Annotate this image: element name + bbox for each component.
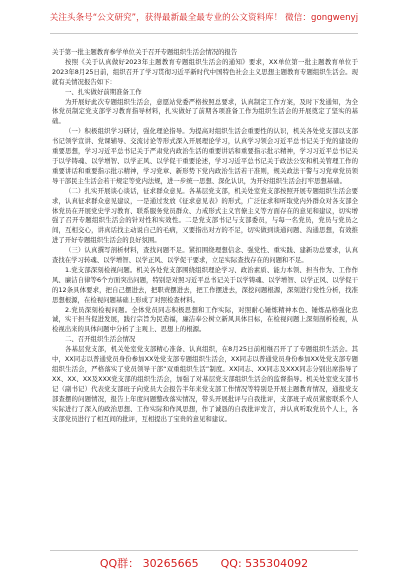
section-heading-2: 二、召开组织生活会情况 <box>65 335 136 344</box>
footer <box>0 549 408 577</box>
document-title: 关于第一批主题教育参学单位关于召开专题组织生活会情况的报告 <box>52 48 238 56</box>
paragraph: 2.党员深刻检视问题。全体党员同志积极思想和工作实际，对照耐心锤炼精神本色、锤炼品格强化忠诚，实干担当促进发展，践行宗旨为民造福，廉洁奉公树立新风具体目标，在检视问题上深刻剖析检视，从检视出来的具体问题中分析了主观上、思想上的根源。 <box>52 305 358 334</box>
qq-group-number: QQ群： 30265665 <box>99 557 199 570</box>
paragraph: 为开展好此次专题组织生活会，意愿站党委严格按照总要求，认真制定工作方案，及时下发通知，为全体党员制定党支部学习教育指导材料，扎实做好了前期各项准备工作为组织生活会的开展奠定了坚实的基础。 <box>52 97 358 126</box>
qq-number: QQ: 535304092 <box>220 556 309 570</box>
paragraph-intro: 按照《关于认真做好2023年主题教育专题组织生活会的通知》要求，XX单位第一批主题教育单位于2023年8月25日前，组织召开了学习贯彻习近平新时代中国特色社会主义思想主题教育专题组织生活会。现就有关情况报告如下： <box>52 57 358 86</box>
banner-text: 关注头条号“公文研究”，获得最新最全最专业的公文资料库！ 微信：gongwenyj <box>49 13 359 23</box>
paragraph: （三）认真撰写剖析材料，查找问题不足。紧扣围绕理想信念、强党性、重实践、建新功总要求，认真查找在学习转魂、以学增智、以学正风、以学促干要求，立足实际查找存在的问题和不足。 <box>52 246 358 265</box>
top-banner <box>0 0 408 34</box>
section-heading-1: 一、扎实做好前期准备工作 <box>65 87 142 96</box>
document-body <box>52 48 358 548</box>
paragraph: 1.党支部深刻检视问题。机关各处党支部围绕组织理论学习、政治素质、能力本领、担当作为、工作作风、廉洁自律等6个方面突出问题，特别是对照习近平总书记关于以学铸魂、以学增智、以学正风、以学促干的12条具体要求，把自己摆进去，把职责摆进去，把工作摆进去，深挖问题根源，深刻进行党性分析，找准思想根源，在检视问题基础上形成了对照检查材料。 <box>52 265 358 304</box>
banner-divider <box>50 33 358 34</box>
paragraph: （二）扎实开展谈心谈话，征求群众意见。各基层党支部，机关处室党支部按照开展专题组织生活会要求，认真征求群众意见建议，一是通过发放《征求意见表》的形式，广泛征求和听取党内外群众对各支部全体党员在开展党史学习教育、联系服务党员群众、力戒形式主义官僚主义等方面存在的意见和建议，切实增强了召开专题组织生活会的针对性和实效性。二是党支部书记与支部委员，与每一名党员，党员与党员之间，互相交心，讲真话找主动说自己的毛病，又要指出对方的不足，切实做到谈通问题、沟通思想，有效推进了开好专题组织生活会的良好氛围。 <box>52 186 358 245</box>
paragraph: 各基层党支部，机关处室党支部精心准备、认真组织，在8月25日前相继召开了了专题组织生活会。其中，XX同志以普通党员身份参加XX处党支部专题组织生活会，XX同志以普通党员身份参加XX处党支部专题组织生活会，严格落实了党员领导干部“双重组织生活”制度。XX同志、XX同志及XXX同志分别出席指导了XX、XX、XX及XXX党支部的组织生活会，加强了对基层党支部组织生活会的监督指导。机关处室党支部书记（副书记）代表党支部班子向党员大会报告半年来党支部工作情况等特别是开展主题教育情况，通报党支部查摆的问题情况，报告上年度问题整改落实情况，带头开展批评与自我批评，支部班子成员紧密联系个人实际进行了深入的政治思想、工作实际和作风思想，作了诚恳的自我批评发言，并认真听取党员个人上，各支部党员进行了相互间的批评，互相提出了宝贵的意见和建议。 <box>52 345 358 423</box>
paragraph: （一）积极组织学习研讨，强化理论指导。为提高对组织生活会重要性的认识，机关各处党支部以支部书记领学宣讲、党课辅导、交流讨论等形式深入开展理论学习，认真学习领会习近平总书记关于党的建设的重要思想，学习习近平总书记关于严肃党内政治生活的重要讲话和重要指示批示精神，学习习近平总书记关于以学铸魂、以学增智、以学正风、以学促干重要论述，学习习近平总书记关于政法公安和机关管理工作的重要讲话和重要指示批示精神，学习党章、新形势下党内政治生活若干准则，规关政法干警与习党章党员领导干部民主生活会若干规定等党内法规，进一步统一思想、深化认识，为开好组织生活会打牢思想基础。 <box>52 127 358 185</box>
